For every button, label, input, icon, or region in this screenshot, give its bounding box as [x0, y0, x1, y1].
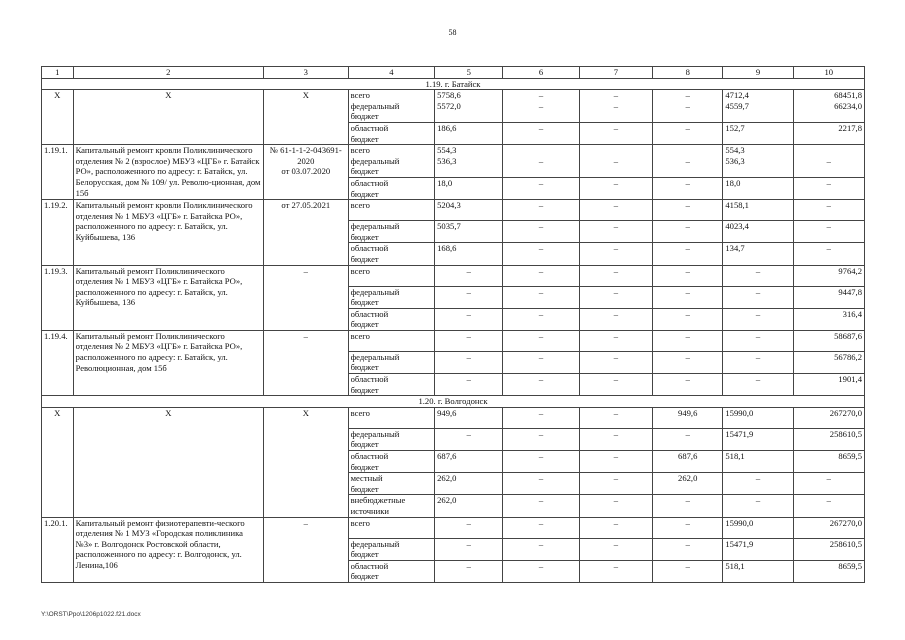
- column-number-3: 3: [264, 67, 349, 79]
- value-col-9: 554,3 536,3: [723, 145, 793, 178]
- value-col-8: –: [653, 145, 723, 178]
- value-col-6: –: [503, 517, 579, 538]
- table-row: [42, 265, 865, 286]
- item-code: –: [264, 330, 349, 395]
- value-col-7: –: [579, 265, 652, 286]
- value-col-9: –: [723, 330, 793, 351]
- value-col-7: –: [579, 538, 652, 560]
- value-col-5: 168,6: [435, 243, 503, 265]
- table-row: [42, 407, 865, 428]
- value-col-6: –: [503, 473, 579, 495]
- table-row: [42, 90, 865, 123]
- value-col-7: –: [579, 177, 652, 199]
- value-col-10: –: [793, 243, 864, 265]
- value-col-7: –: [579, 374, 652, 396]
- value-col-5: –: [435, 308, 503, 330]
- value-col-10: 8659,5: [793, 560, 864, 582]
- item-description: Х: [73, 407, 263, 517]
- section-title: 1.19. г. Батайск: [42, 78, 865, 90]
- item-number: 1.19.2.: [42, 200, 74, 265]
- value-col-10: 267270,0: [793, 407, 864, 428]
- value-col-10: 267270,0: [793, 517, 864, 538]
- value-col-9: –: [723, 308, 793, 330]
- value-col-10: 56786,2: [793, 351, 864, 373]
- funding-source: федеральный бюджет: [348, 221, 435, 243]
- funding-source: областной бюджет: [348, 122, 435, 144]
- value-col-8: –: [653, 177, 723, 199]
- value-col-7: – –: [579, 90, 652, 123]
- value-col-7: –: [579, 451, 652, 473]
- funding-source: федеральный бюджет: [348, 351, 435, 373]
- value-col-9: –: [723, 473, 793, 495]
- funding-source: федеральный бюджет: [348, 538, 435, 560]
- value-col-6: –: [503, 374, 579, 396]
- section-title: 1.20. г. Волгодонск: [42, 396, 865, 408]
- value-col-10: 316,4: [793, 308, 864, 330]
- value-col-9: 15471,9: [723, 428, 793, 450]
- funding-source: всего: [348, 200, 435, 221]
- column-number-row: [42, 67, 865, 79]
- value-col-5: 5204,3: [435, 200, 503, 221]
- value-col-5: –: [435, 538, 503, 560]
- value-col-9: 518,1: [723, 451, 793, 473]
- value-col-7: –: [579, 560, 652, 582]
- column-number-6: 6: [503, 67, 579, 79]
- value-col-6: –: [503, 495, 579, 517]
- value-col-5: 186,6: [435, 122, 503, 144]
- value-col-5: –: [435, 428, 503, 450]
- value-col-6: –: [503, 538, 579, 560]
- value-col-5: –: [435, 265, 503, 286]
- page-number: 58: [448, 28, 457, 37]
- value-col-5: 5035,7: [435, 221, 503, 243]
- value-col-10: 1901,4: [793, 374, 864, 396]
- value-col-8: –: [653, 330, 723, 351]
- funding-source: областной бюджет: [348, 177, 435, 199]
- value-col-6: –: [503, 122, 579, 144]
- table-row: [42, 330, 865, 351]
- table-row: [42, 200, 865, 221]
- column-number-2: 2: [73, 67, 263, 79]
- value-col-10: –: [793, 177, 864, 199]
- table-row: [42, 145, 865, 178]
- value-col-7: –: [579, 200, 652, 221]
- financing-table: [41, 66, 865, 583]
- value-col-7: –: [579, 221, 652, 243]
- value-col-10: 68451,8 66234,0: [793, 90, 864, 123]
- value-col-6: –: [503, 428, 579, 450]
- value-col-5: –: [435, 351, 503, 373]
- value-col-7: –: [579, 122, 652, 144]
- value-col-6: –: [503, 221, 579, 243]
- item-code: –: [264, 265, 349, 330]
- item-description: Капитальный ремонт Поликлинического отделения № 2 МБУЗ «ЦГБ» г. Батайска РО», расположенного по адресу: г. Батайск, ул. Революционная, дом 15б: [73, 330, 263, 395]
- value-col-9: 4712,4 4559,7: [723, 90, 793, 123]
- value-col-10: –: [793, 200, 864, 221]
- item-number: Х: [42, 90, 74, 145]
- value-col-10: 2217,8: [793, 122, 864, 144]
- value-col-6: –: [503, 286, 579, 308]
- funding-source: федеральный бюджет: [348, 286, 435, 308]
- value-col-8: –: [653, 495, 723, 517]
- value-col-6: –: [503, 200, 579, 221]
- value-col-10: 8659,5: [793, 451, 864, 473]
- value-col-6: –: [503, 451, 579, 473]
- value-col-6: –: [503, 145, 579, 178]
- value-col-9: –: [723, 374, 793, 396]
- funding-source: всего: [348, 330, 435, 351]
- item-description: Капитальный ремонт кровли Поликлинического отделения № 2 (взрослое) МБУЗ «ЦГБ» г. Батайск РО», расположенного по адресу: г. Батайск, ул. Белорусская, дом № 109/ ул. Револю-ционная, дом 15б: [73, 145, 263, 200]
- column-number-4: 4: [348, 67, 435, 79]
- value-col-10: –: [793, 495, 864, 517]
- value-col-6: –: [503, 407, 579, 428]
- value-col-5: 949,6: [435, 407, 503, 428]
- value-col-10: 258610,5: [793, 538, 864, 560]
- value-col-7: –: [579, 428, 652, 450]
- funding-source: внебюджетные источники: [348, 495, 435, 517]
- column-number-1: 1: [42, 67, 74, 79]
- column-number-9: 9: [723, 67, 793, 79]
- value-col-7: –: [579, 145, 652, 178]
- funding-source: областной бюджет: [348, 374, 435, 396]
- value-col-7: –: [579, 286, 652, 308]
- item-number: 1.19.3.: [42, 265, 74, 330]
- value-col-5: –: [435, 560, 503, 582]
- value-col-8: 687,6: [653, 451, 723, 473]
- value-col-9: 18,0: [723, 177, 793, 199]
- value-col-9: 4023,4: [723, 221, 793, 243]
- value-col-6: –: [503, 265, 579, 286]
- value-col-5: –: [435, 374, 503, 396]
- funding-source: всего федеральный бюджет: [348, 145, 435, 178]
- value-col-10: –: [793, 473, 864, 495]
- value-col-8: –: [653, 538, 723, 560]
- funding-source: местный бюджет: [348, 473, 435, 495]
- item-description: Х: [73, 90, 263, 145]
- value-col-10: 258610,5: [793, 428, 864, 450]
- value-col-5: –: [435, 517, 503, 538]
- value-col-8: –: [653, 374, 723, 396]
- item-number: 1.19.4.: [42, 330, 74, 395]
- value-col-8: –: [653, 308, 723, 330]
- value-col-9: –: [723, 351, 793, 373]
- value-col-9: 152,7: [723, 122, 793, 144]
- value-col-5: 262,0: [435, 473, 503, 495]
- funding-source: федеральный бюджет: [348, 428, 435, 450]
- value-col-9: 15471,9: [723, 538, 793, 560]
- value-col-7: –: [579, 351, 652, 373]
- value-col-5: –: [435, 286, 503, 308]
- item-description: Капитальный ремонт физиотерапевти-ческого отделения № 1 МУЗ «Городская поликлиника №3» г. Волгодонск Ростовской области, расположенного по адресу: г. Волгодонск, ул. Ленина,106: [73, 517, 263, 582]
- item-description: Капитальный ремонт Поликлинического отделения № 1 МБУЗ «ЦГБ» г. Батайска РО», расположенного по адресу: г. Батайск, ул. Куйбышева, 136: [73, 265, 263, 330]
- value-col-9: 518,1: [723, 560, 793, 582]
- table-row: [42, 517, 865, 538]
- item-code: Х: [264, 407, 349, 517]
- funding-source: областной бюджет: [348, 243, 435, 265]
- value-col-7: –: [579, 407, 652, 428]
- item-code: № 61-1-1-2-043691-2020 от 03.07.2020: [264, 145, 349, 200]
- value-col-5: 687,6: [435, 451, 503, 473]
- value-col-5: –: [435, 330, 503, 351]
- value-col-8: –: [653, 286, 723, 308]
- value-col-9: –: [723, 286, 793, 308]
- value-col-10: –: [793, 145, 864, 178]
- column-number-5: 5: [435, 67, 503, 79]
- item-code: –: [264, 517, 349, 582]
- section-heading-row: [42, 78, 865, 90]
- value-col-10: 9764,2: [793, 265, 864, 286]
- value-col-10: –: [793, 221, 864, 243]
- section-heading-row: [42, 396, 865, 408]
- item-number: 1.19.1.: [42, 145, 74, 200]
- value-col-6: – –: [503, 90, 579, 123]
- value-col-5: 262,0: [435, 495, 503, 517]
- value-col-5: 5758,6 5572,0: [435, 90, 503, 123]
- value-col-8: –: [653, 560, 723, 582]
- column-number-7: 7: [579, 67, 652, 79]
- value-col-8: 949,6: [653, 407, 723, 428]
- value-col-9: 134,7: [723, 243, 793, 265]
- funding-source: всего: [348, 517, 435, 538]
- value-col-8: –: [653, 517, 723, 538]
- column-number-8: 8: [653, 67, 723, 79]
- value-col-6: –: [503, 308, 579, 330]
- value-col-8: –: [653, 221, 723, 243]
- funding-source: областной бюджет: [348, 560, 435, 582]
- value-col-8: –: [653, 428, 723, 450]
- value-col-8: –: [653, 200, 723, 221]
- item-code: от 27.05.2021: [264, 200, 349, 265]
- value-col-5: 554,3 536,3: [435, 145, 503, 178]
- value-col-9: –: [723, 495, 793, 517]
- column-number-10: 10: [793, 67, 864, 79]
- file-path-footer: Y:\ORST\Ppo\1206p1022.f21.docx: [41, 611, 141, 618]
- value-col-6: –: [503, 330, 579, 351]
- funding-source: областной бюджет: [348, 451, 435, 473]
- value-col-9: 15990,0: [723, 407, 793, 428]
- funding-source: всего федеральный бюджет: [348, 90, 435, 123]
- value-col-7: –: [579, 517, 652, 538]
- value-col-5: 18,0: [435, 177, 503, 199]
- funding-source: областной бюджет: [348, 308, 435, 330]
- value-col-8: 262,0: [653, 473, 723, 495]
- item-number: 1.20.1.: [42, 517, 74, 582]
- value-col-9: 15990,0: [723, 517, 793, 538]
- funding-source: всего: [348, 407, 435, 428]
- value-col-7: –: [579, 473, 652, 495]
- value-col-8: – –: [653, 90, 723, 123]
- value-col-10: 9447,8: [793, 286, 864, 308]
- value-col-6: –: [503, 560, 579, 582]
- value-col-6: –: [503, 243, 579, 265]
- funding-source: всего: [348, 265, 435, 286]
- value-col-7: –: [579, 495, 652, 517]
- value-col-8: –: [653, 265, 723, 286]
- value-col-7: –: [579, 308, 652, 330]
- value-col-10: 58687,6: [793, 330, 864, 351]
- value-col-8: –: [653, 351, 723, 373]
- value-col-7: –: [579, 330, 652, 351]
- value-col-7: –: [579, 243, 652, 265]
- value-col-9: –: [723, 265, 793, 286]
- value-col-8: –: [653, 243, 723, 265]
- item-code: Х: [264, 90, 349, 145]
- item-description: Капитальный ремонт кровли Поликлинического отделения № 1 МБУЗ «ЦГБ» г. Батайска РО», расположенного по адресу: г. Батайск, ул. Куйбышева, 136: [73, 200, 263, 265]
- item-number: Х: [42, 407, 74, 517]
- value-col-6: –: [503, 351, 579, 373]
- value-col-8: –: [653, 122, 723, 144]
- value-col-6: –: [503, 177, 579, 199]
- value-col-9: 4158,1: [723, 200, 793, 221]
